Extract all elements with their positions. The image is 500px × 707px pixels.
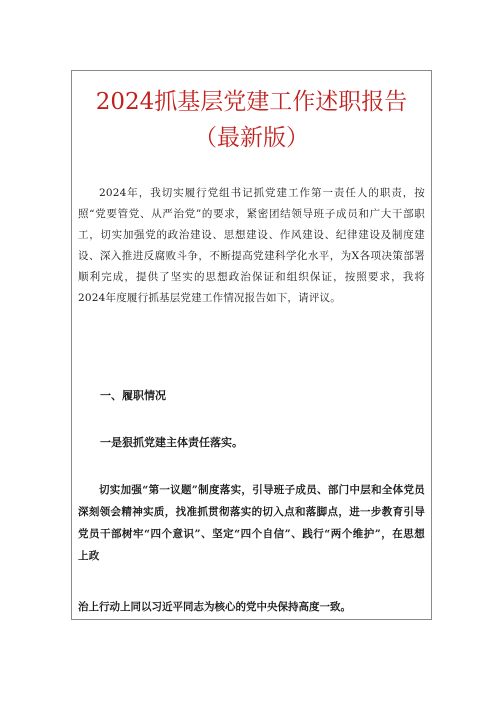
intro-paragraph: 2024年，我切实履行党组书记抓党建工作第一责任人的职责，按照“党要管党、从严治党”的要求，紧密团结领导班子成员和广大干部职工，切实加强党的政治建设、思想建设、作风建设、纪律建设及制度建设、深入推进反腐败斗争，不断提高党建科学化水平，为X各项决策部署顺利完成，提供了坚实的思想政治保证和组织保证，按照要求，我将2024年度履行抓基层党建工作情况报告如下，请评议。	[78, 187, 425, 304]
document-subtitle: （最新版）	[194, 125, 309, 151]
body-continuation: 治上行动上同以习近平同志为核心的党中央保持高度一致。	[78, 601, 351, 613]
document-page	[71, 70, 432, 620]
subsection-heading: 一是狠抓党建主体责任落实。	[100, 436, 243, 449]
document-title: 2024抓基层党建工作述职报告	[95, 89, 408, 115]
body-paragraph: 切实加强“第一议题”制度落实，引导班子成员、部门中层和全体党员深刻领会精神实质，找准抓贯彻落实的切入点和落脚点，进一步教育引导党员干部树牢“四个意识”、坚定“四个自信”、践行“两个维护”，在思想上政	[78, 484, 425, 562]
section-heading: 一、履职情况	[100, 389, 166, 402]
